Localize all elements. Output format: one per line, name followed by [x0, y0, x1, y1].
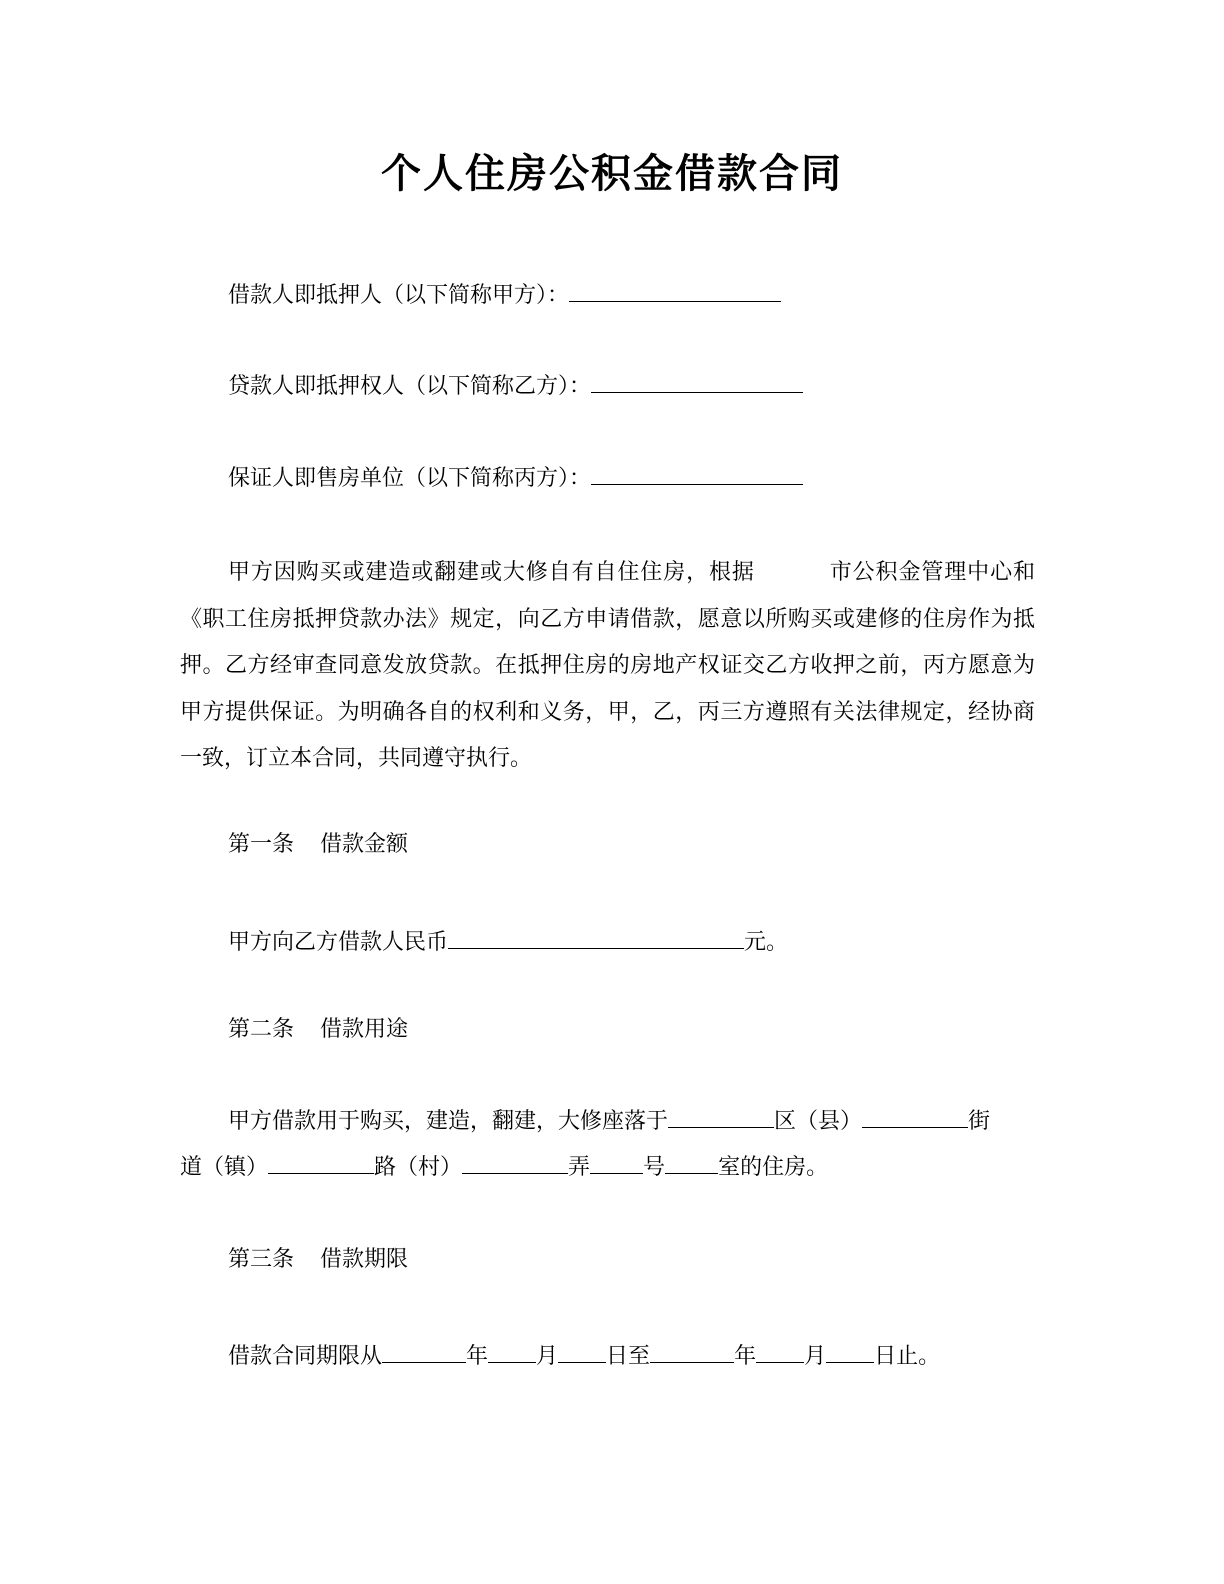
lender-blank[interactable]: [591, 368, 803, 393]
start-day-label: 日至: [606, 1344, 651, 1369]
room-blank[interactable]: [665, 1149, 718, 1174]
end-month-label: 月: [804, 1344, 827, 1369]
address-line-2: [180, 1145, 1035, 1191]
end-year-label: 年: [734, 1344, 757, 1369]
guarantor-line: [228, 460, 803, 494]
number-blank[interactable]: [590, 1149, 643, 1174]
term-label: 借款合同期限从: [228, 1344, 383, 1369]
road-blank[interactable]: [268, 1149, 374, 1174]
guarantor-label: 保证人即售房单位（以下简称丙方）：: [228, 466, 592, 491]
district-blank[interactable]: [668, 1103, 774, 1128]
room-label: 室的住房。: [718, 1155, 829, 1180]
end-month-blank[interactable]: [756, 1338, 804, 1363]
start-day-blank[interactable]: [558, 1338, 606, 1363]
amount-blank[interactable]: [448, 924, 744, 949]
document-title: 个人住房公积金借款合同: [381, 151, 843, 197]
start-month-label: 月: [536, 1344, 559, 1369]
amount-unit: 元。: [744, 930, 789, 955]
article3-num: 第三条: [228, 1247, 295, 1272]
article1-body: [228, 924, 788, 958]
lane-blank[interactable]: [462, 1149, 568, 1174]
intro-paragraph: [180, 550, 1035, 783]
article1-num: 第一条: [228, 832, 295, 857]
article1-title: 借款金额: [320, 832, 409, 857]
start-month-blank[interactable]: [488, 1338, 536, 1363]
article2-num: 第二条: [228, 1017, 295, 1042]
lender-label: 贷款人即抵押权人（以下简称乙方）：: [228, 374, 592, 399]
end-day-label: 日止。: [874, 1344, 941, 1369]
number-label: 号: [643, 1155, 666, 1180]
road-label: 路（村）: [374, 1155, 463, 1180]
article1-heading: [228, 830, 408, 860]
article2-heading: [228, 1015, 408, 1045]
article3-heading: [228, 1245, 408, 1275]
guarantor-blank[interactable]: [591, 460, 803, 485]
borrower-blank[interactable]: [569, 277, 781, 302]
amount-label: 甲方向乙方借款人民币: [228, 930, 449, 955]
start-year-label: 年: [466, 1344, 489, 1369]
end-day-blank[interactable]: [826, 1338, 874, 1363]
borrower-line: [228, 277, 781, 311]
article3-body: [228, 1338, 940, 1372]
end-year-blank[interactable]: [650, 1338, 734, 1363]
intro-part1: 甲方因购买或建造或翻建或大修自有自住住房，根据: [228, 560, 755, 585]
street-blank[interactable]: [862, 1103, 968, 1128]
start-year-blank[interactable]: [382, 1338, 466, 1363]
street-label: 街: [968, 1109, 991, 1134]
article3-title: 借款期限: [320, 1247, 409, 1272]
lender-line: [228, 368, 803, 402]
town-label: 道（镇）: [180, 1155, 269, 1180]
district-label: 区（县）: [774, 1109, 863, 1134]
borrower-label: 借款人即抵押人（以下简称甲方）：: [228, 283, 570, 308]
article2-body: [180, 1099, 1035, 1191]
lane-label: 弄: [568, 1155, 591, 1180]
intro-part2: 市公积金管理中心和《职工住房抵押贷款办法》规定，向乙方申请借款，愿意以所购买或建修的住房作为抵押。乙方经审查同意发放贷款。在抵押住房的房地产权证交乙方收押之前，丙方愿意为甲方提供保证。为明确各自的权利和义务，甲，乙，丙三方遵照有关法律规定，经协商一致，订立本合同，共同遵守执行。: [180, 560, 1035, 771]
article2-title: 借款用途: [320, 1017, 409, 1042]
address-text-1: 甲方借款用于购买，建造，翻建，大修座落于: [228, 1109, 669, 1134]
address-line-1: [180, 1099, 1035, 1145]
